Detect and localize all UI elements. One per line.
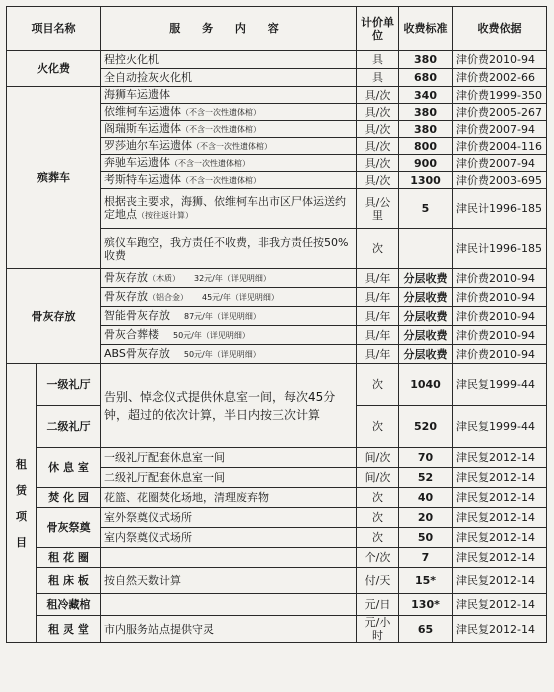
service-content xyxy=(101,121,357,138)
sub-item-wreath: 租 花 圈 xyxy=(37,548,101,568)
service-content xyxy=(101,345,357,364)
fee-cell: 340 xyxy=(399,87,453,104)
service-note: （不含一次性遗体棺） xyxy=(192,142,272,151)
unit-cell: 具 xyxy=(357,51,399,69)
service-text: 海狮车运遗体 xyxy=(104,88,170,101)
basis-cell: 津价费2010-94 xyxy=(453,51,547,69)
unit-cell: 具/次 xyxy=(357,172,399,189)
category-char: 租 xyxy=(16,457,27,471)
price-note: 45元/年（详见明细） xyxy=(202,293,279,302)
service-note: （不含一次性遗体棺） xyxy=(181,125,261,134)
service-text: 骨灰存放 xyxy=(104,290,148,303)
service-content: 市内服务站点提供守灵 xyxy=(101,616,357,643)
category-ash-storage: 骨灰存放 xyxy=(7,269,101,364)
unit-cell: 间/次 xyxy=(357,448,399,468)
service-content: 一级礼厅配套休息室一间 xyxy=(101,448,357,468)
basis-cell: 津民复2012-14 xyxy=(453,508,547,528)
service-note: （木质） xyxy=(148,274,180,283)
basis-cell: 津价费2010-94 xyxy=(453,326,547,345)
service-text: 智能骨灰存放 xyxy=(104,309,170,322)
basis-cell: 津民复2012-14 xyxy=(453,568,547,594)
unit-cell: 具/年 xyxy=(357,269,399,288)
basis-cell: 津民复2012-14 xyxy=(453,548,547,568)
service-content xyxy=(101,326,357,345)
unit-cell: 具/年 xyxy=(357,345,399,364)
sub-item-incineration: 焚 化 园 xyxy=(37,488,101,508)
service-text: 考斯特车运遗体 xyxy=(104,173,181,186)
table-row xyxy=(7,448,547,468)
category-char: 赁 xyxy=(16,483,27,497)
header-standard: 收费标准 xyxy=(399,7,453,51)
table-row xyxy=(7,616,547,643)
unit-cell: 次 xyxy=(357,488,399,508)
fee-cell: 65 xyxy=(399,616,453,643)
basis-cell: 津价费2004-116 xyxy=(453,138,547,155)
unit-cell: 次 xyxy=(357,229,399,269)
fee-cell: 800 xyxy=(399,138,453,155)
fee-cell: 900 xyxy=(399,155,453,172)
unit-cell: 具/次 xyxy=(357,121,399,138)
table-row xyxy=(7,568,547,594)
fee-cell: 15* xyxy=(399,568,453,594)
basis-cell: 津民复2012-14 xyxy=(453,488,547,508)
service-content xyxy=(101,269,357,288)
sub-item-rest-room: 休 息 室 xyxy=(37,448,101,488)
basis-cell: 津价费2003-695 xyxy=(453,172,547,189)
sub-item-hall-2: 二级礼厅 xyxy=(37,406,101,448)
price-note: 50元/年（详见明细） xyxy=(173,331,250,340)
fee-cell: 7 xyxy=(399,548,453,568)
header-basis: 收费依据 xyxy=(453,7,547,51)
service-content xyxy=(101,229,357,269)
service-content: 全自动捡灰火化机 xyxy=(101,69,357,87)
table-row xyxy=(7,488,547,508)
service-text: 骨灰合葬楼 xyxy=(104,328,159,341)
basis-cell: 津价费2010-94 xyxy=(453,288,547,307)
category-char: 目 xyxy=(16,535,27,549)
service-note: （铝合金） xyxy=(148,293,188,302)
fee-cell: 52 xyxy=(399,468,453,488)
service-content xyxy=(101,189,357,229)
service-content: 室外祭奠仪式场所 xyxy=(101,508,357,528)
sub-item-mourning-hall: 租 灵 堂 xyxy=(37,616,101,643)
fee-table xyxy=(6,6,547,643)
table-row xyxy=(7,87,547,104)
sub-item-cold-coffin: 租冷藏棺 xyxy=(37,594,101,616)
price-note: 87元/年（详见明细） xyxy=(184,312,261,321)
service-text: ABS骨灰存放 xyxy=(104,347,170,360)
fee-cell: 380 xyxy=(399,104,453,121)
service-text: 骨灰存放 xyxy=(104,271,148,284)
unit-cell: 具/年 xyxy=(357,326,399,345)
unit-cell: 具/次 xyxy=(357,138,399,155)
unit-cell: 个/次 xyxy=(357,548,399,568)
service-content: 室内祭奠仪式场所 xyxy=(101,528,357,548)
table-row xyxy=(7,508,547,528)
hall-content: 告别、悼念仪式提供休息室一间，每次45分钟，超过的依次计算，半日内按三次计算 xyxy=(101,364,357,448)
fee-cell: 20 xyxy=(399,508,453,528)
unit-cell: 间/次 xyxy=(357,468,399,488)
basis-cell: 津民复1999-44 xyxy=(453,406,547,448)
fee-cell: 分层收费 xyxy=(399,326,453,345)
basis-cell: 津价费2005-267 xyxy=(453,104,547,121)
service-content: 二级礼厅配套休息室一间 xyxy=(101,468,357,488)
fee-cell: 分层收费 xyxy=(399,345,453,364)
price-note: 32元/年（详见明细） xyxy=(194,274,271,283)
category-cremation: 火化费 xyxy=(7,51,101,87)
service-content xyxy=(101,87,357,104)
service-content xyxy=(101,288,357,307)
basis-cell: 津民复2012-14 xyxy=(453,594,547,616)
fee-cell: 380 xyxy=(399,51,453,69)
fee-cell: 1300 xyxy=(399,172,453,189)
table-row xyxy=(7,51,547,69)
basis-cell: 津民复1999-44 xyxy=(453,364,547,406)
fee-cell: 520 xyxy=(399,406,453,448)
basis-cell: 津价费2002-66 xyxy=(453,69,547,87)
category-char: 项 xyxy=(16,509,27,523)
unit-cell: 具/次 xyxy=(357,104,399,121)
sub-item-ash-memorial: 骨灰祭奠 xyxy=(37,508,101,548)
unit-cell: 次 xyxy=(357,406,399,448)
fee-cell: 380 xyxy=(399,121,453,138)
unit-cell: 次 xyxy=(357,364,399,406)
basis-cell: 津民复2012-14 xyxy=(453,616,547,643)
basis-cell: 津价费1999-350 xyxy=(453,87,547,104)
unit-cell: 元/小时 xyxy=(357,616,399,643)
fee-cell: 分层收费 xyxy=(399,307,453,326)
service-note: （按往返计算） xyxy=(137,211,193,220)
unit-cell: 具 xyxy=(357,69,399,87)
service-content: 按自然天数计算 xyxy=(101,568,357,594)
category-rental xyxy=(7,364,37,643)
category-hearse: 殡葬车 xyxy=(7,87,101,269)
service-text: 殡仪车跑空，我方责任不收费，非我方责任按50%收费 xyxy=(104,235,349,262)
basis-cell: 津民复2012-14 xyxy=(453,468,547,488)
service-note: （不含一次性遗体棺） xyxy=(181,108,261,117)
service-content xyxy=(101,594,357,616)
unit-cell: 次 xyxy=(357,508,399,528)
table-row xyxy=(7,269,547,288)
table-row xyxy=(7,548,547,568)
basis-cell: 津民计1996-185 xyxy=(453,229,547,269)
service-note: （不含一次性遗体棺） xyxy=(181,176,261,185)
fee-cell: 分层收费 xyxy=(399,269,453,288)
service-text: 罗莎迪尔车运遗体 xyxy=(104,139,192,152)
service-text: 依维柯车运遗体 xyxy=(104,105,181,118)
fee-cell: 70 xyxy=(399,448,453,468)
service-content: 程控火化机 xyxy=(101,51,357,69)
basis-cell: 津价费2010-94 xyxy=(453,345,547,364)
service-content xyxy=(101,307,357,326)
unit-cell: 具/年 xyxy=(357,307,399,326)
basis-cell: 津民复2012-14 xyxy=(453,528,547,548)
fee-cell: 680 xyxy=(399,69,453,87)
service-content xyxy=(101,155,357,172)
service-content xyxy=(101,104,357,121)
price-note: 50元/年（详见明细） xyxy=(183,350,261,359)
unit-cell: 次 xyxy=(357,528,399,548)
table-row xyxy=(7,364,547,406)
sub-item-bed-board: 租 床 板 xyxy=(37,568,101,594)
unit-cell: 具/公里 xyxy=(357,189,399,229)
service-content: 花篮、花圈焚化场地，清理废弃物 xyxy=(101,488,357,508)
service-content xyxy=(101,548,357,568)
unit-cell: 元/日 xyxy=(357,594,399,616)
service-text: 阁瑞斯车运遗体 xyxy=(104,122,181,135)
service-content xyxy=(101,138,357,155)
unit-cell: 付/天 xyxy=(357,568,399,594)
fee-cell: 50 xyxy=(399,528,453,548)
header-item-name: 项目名称 xyxy=(7,7,101,51)
fee-cell: 40 xyxy=(399,488,453,508)
basis-cell: 津价费2007-94 xyxy=(453,155,547,172)
unit-cell: 具/次 xyxy=(357,87,399,104)
basis-cell: 津民计1996-185 xyxy=(453,189,547,229)
service-text: 奔驰车运遗体 xyxy=(104,156,170,169)
fee-cell: 1040 xyxy=(399,364,453,406)
basis-cell: 津价费2010-94 xyxy=(453,307,547,326)
service-content xyxy=(101,172,357,189)
fee-cell: 130* xyxy=(399,594,453,616)
header-unit: 计价单位 xyxy=(357,7,399,51)
unit-cell: 具/年 xyxy=(357,288,399,307)
sub-item-hall-1: 一级礼厅 xyxy=(37,364,101,406)
unit-cell: 具/次 xyxy=(357,155,399,172)
service-text: 根据丧主要求，海狮、依维柯车出市区尸体运送约定地点 xyxy=(104,195,346,221)
basis-cell: 津价费2007-94 xyxy=(453,121,547,138)
header-service: 服 务 内 容 xyxy=(101,7,357,51)
basis-cell: 津价费2010-94 xyxy=(453,269,547,288)
fee-cell: 分层收费 xyxy=(399,288,453,307)
basis-cell: 津民复2012-14 xyxy=(453,448,547,468)
fee-cell xyxy=(399,229,453,269)
fee-cell: 5 xyxy=(399,189,453,229)
header-row xyxy=(7,7,547,51)
table-row xyxy=(7,594,547,616)
service-note: （不含一次性遗体棺） xyxy=(170,159,250,168)
